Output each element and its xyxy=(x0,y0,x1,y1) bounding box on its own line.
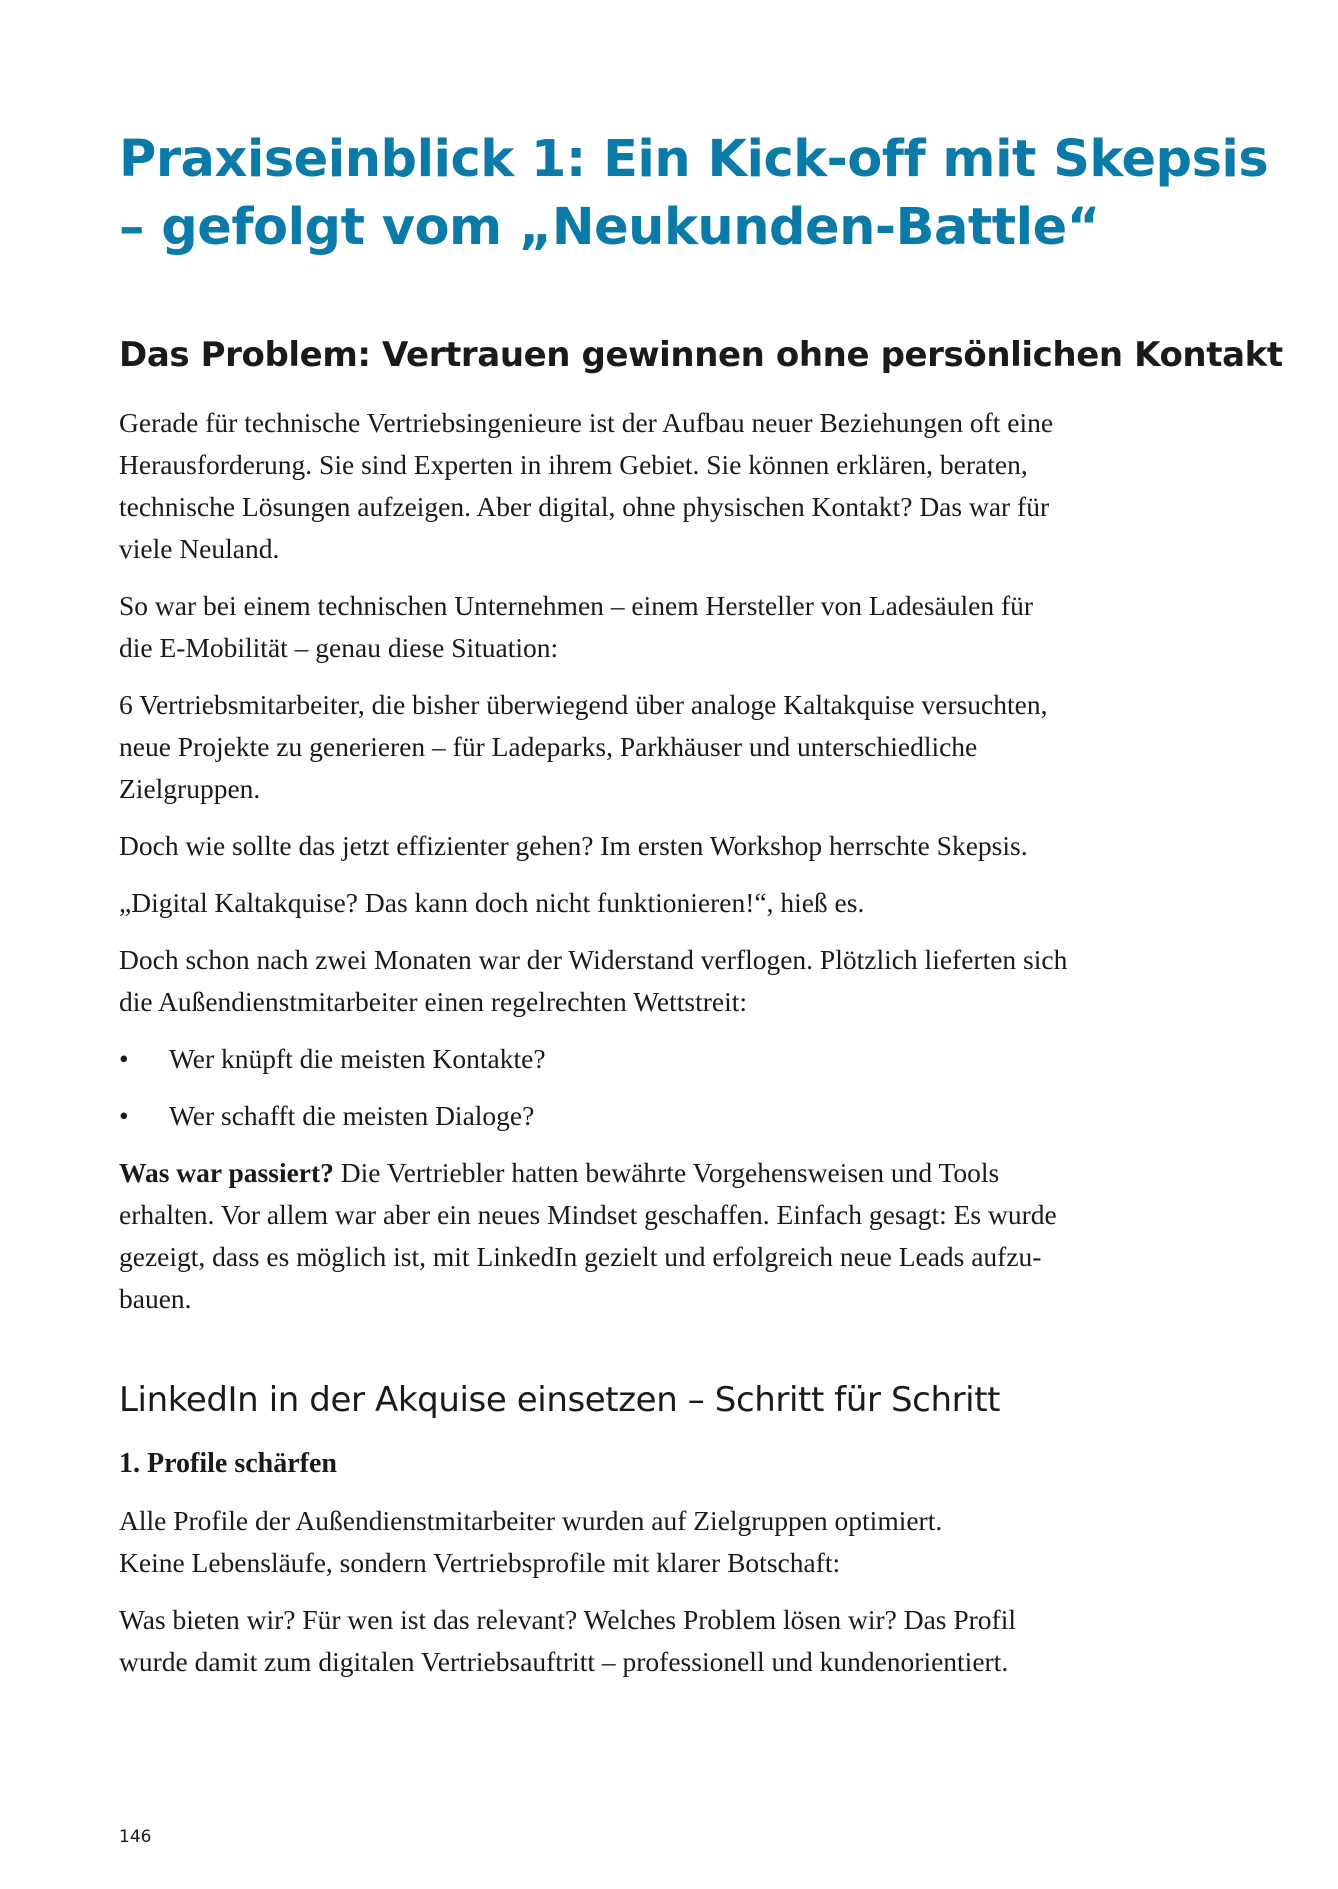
text-line: Herausforderung. Sie sind Experten in ihrem Gebiet. Sie können erklären, beraten, xyxy=(119,449,1028,480)
text-line xyxy=(119,1152,1199,1194)
lead-in-text: Was war passiert? xyxy=(119,1157,334,1188)
text-line: neue Projekte zu generieren – für Ladeparks, Parkhäuser und unterschiedliche xyxy=(119,731,978,762)
paragraph xyxy=(119,825,1199,867)
text-line: So war bei einem technischen Unternehmen – einem Hersteller von Ladesäulen für xyxy=(119,590,1034,621)
list-item xyxy=(119,1095,1199,1137)
step-heading: 1. Profile schärfen xyxy=(119,1448,337,1479)
text-line: die Außendienstmitarbeiter einen regelrechten Wettstreit: xyxy=(119,986,748,1017)
title-line-2: – gefolgt vom „Neukunden-Battle“ xyxy=(119,198,1100,257)
text-line: Gerade für technische Vertriebsingenieure ist der Aufbau neuer Beziehungen oft eine xyxy=(119,407,1054,438)
section-heading-problem: Das Problem: Vertrauen gewinnen ohne persönlichen Kontakt xyxy=(119,335,1283,375)
text-fragment: Die Vertriebler hatten bewährte Vorgehensweisen und Tools xyxy=(333,1157,1000,1188)
paragraph xyxy=(119,684,1199,810)
page-number: 146 xyxy=(119,1827,152,1847)
text-line: gezeigt, dass es möglich ist, mit LinkedIn gezielt und erfolgreich neue Leads aufzu- xyxy=(119,1241,1042,1272)
section-heading-linkedin: LinkedIn in der Akquise einsetzen – Schritt für Schritt xyxy=(119,1380,1001,1420)
bullet-list xyxy=(119,1038,1199,1137)
text-line: Alle Profile der Außendienstmitarbeiter wurden auf Zielgruppen optimiert. xyxy=(119,1505,943,1536)
paragraph xyxy=(119,1599,1199,1683)
text-line: wurde damit zum digitalen Vertriebsauftritt – professionell und kundenorientiert. xyxy=(119,1646,1009,1677)
section-body-problem xyxy=(119,402,1199,1335)
text-line: viele Neuland. xyxy=(119,533,280,564)
text-line: „Digital Kaltakquise? Das kann doch nicht funktionieren!“, hieß es. xyxy=(119,887,865,918)
section-body-linkedin xyxy=(119,1500,1199,1698)
paragraph xyxy=(119,585,1199,669)
text-line: Was bieten wir? Für wen ist das relevant? Welches Problem lösen wir? Das Profil xyxy=(119,1604,1016,1635)
list-item-text: Wer schafft die meisten Dialoge? xyxy=(169,1100,535,1131)
paragraph xyxy=(119,402,1199,570)
title-line-1: Praxiseinblick 1: Ein Kick-off mit Skepsis xyxy=(119,130,1269,189)
text-line: Doch schon nach zwei Monaten war der Widerstand verflogen. Plötzlich lieferten sich xyxy=(119,944,1068,975)
quote-paragraph xyxy=(119,882,1199,924)
bullet-icon: • xyxy=(119,1043,129,1074)
bullet-icon: • xyxy=(119,1100,129,1131)
list-item xyxy=(119,1038,1199,1080)
text-line: Zielgruppen. xyxy=(119,773,261,804)
text-line: 6 Vertriebsmitarbeiter, die bisher überwiegend über analoge Kaltakquise versuchten, xyxy=(119,689,1048,720)
paragraph xyxy=(119,1500,1199,1584)
text-line: Keine Lebensläufe, sondern Vertriebsprofile mit klarer Botschaft: xyxy=(119,1547,841,1578)
list-item-text: Wer knüpft die meisten Kontakte? xyxy=(169,1043,546,1074)
paragraph xyxy=(119,1152,1199,1320)
text-line: erhalten. Vor allem war aber ein neues Mindset geschaffen. Einfach gesagt: Es wurde xyxy=(119,1199,1057,1230)
text-line: die E-Mobilität – genau diese Situation: xyxy=(119,632,559,663)
page-title xyxy=(119,126,1269,262)
paragraph xyxy=(119,939,1199,1023)
text-line: Doch wie sollte das jetzt effizienter gehen? Im ersten Workshop herrschte Skepsis. xyxy=(119,830,1028,861)
text-line: technische Lösungen aufzeigen. Aber digital, ohne physischen Kontakt? Das war für xyxy=(119,491,1050,522)
text-line: bauen. xyxy=(119,1283,192,1314)
